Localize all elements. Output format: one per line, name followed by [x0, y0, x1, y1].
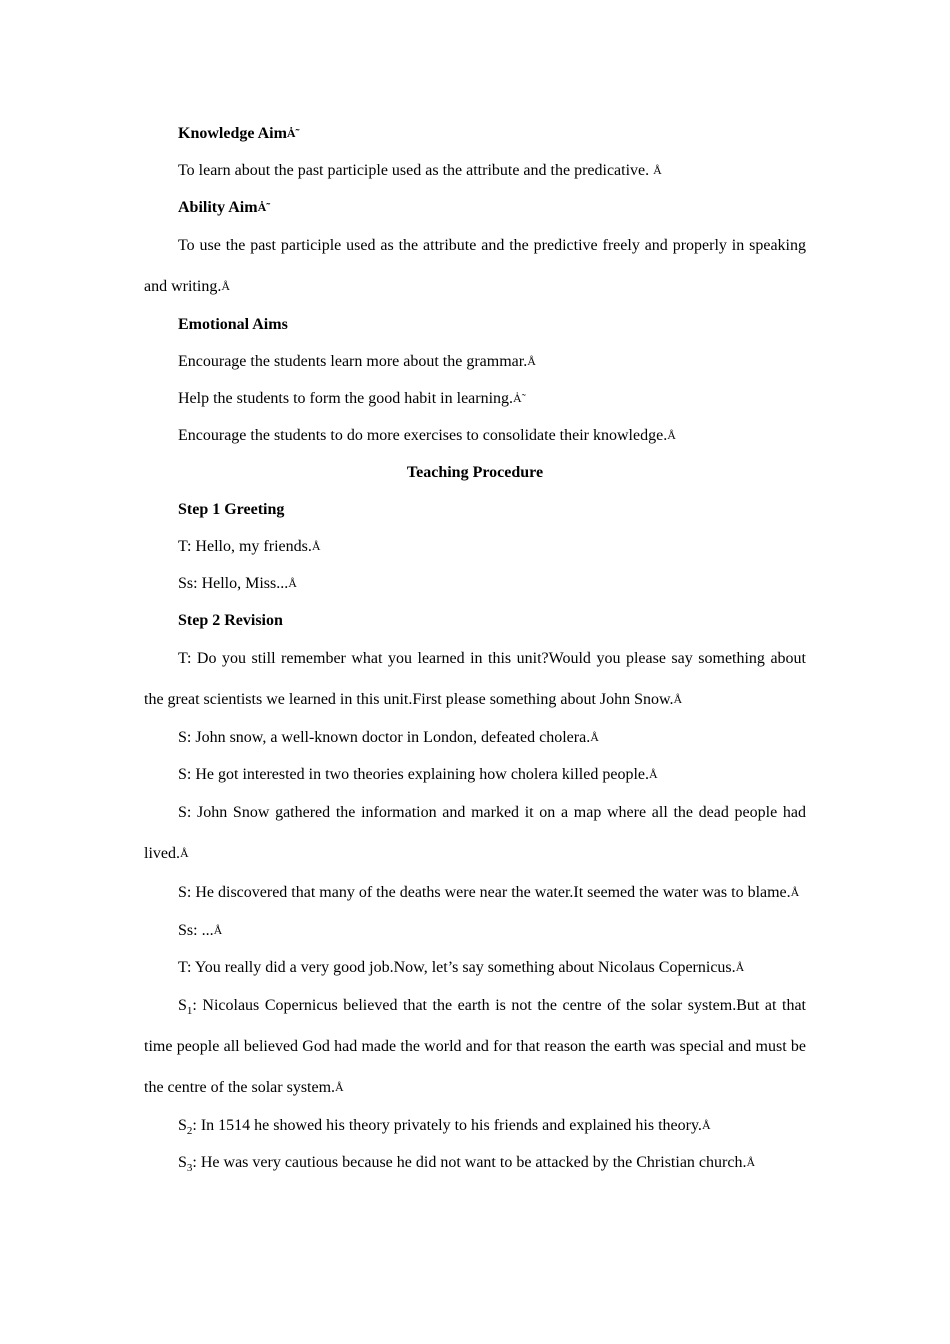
dialogue-line: Ss: ...Å [178, 922, 223, 939]
emotional-aims-heading: Emotional Aims [178, 316, 288, 333]
dialogue-line: S: John Snow gathered the information and marked it on a map where all the dead people had lived.Å [144, 804, 806, 862]
dialogue-line: $S_3$: He was very cautious because he did not want to be attacked by the Christian church.Å [178, 1154, 756, 1175]
emotional-aim-item: Encourage the students to do more exercises to consolidate their knowledge.Å [178, 427, 676, 444]
dialogue-line: S: He got interested in two theories explaining how cholera killed people.Å [178, 766, 658, 783]
dialogue-line: T: Do you still remember what you learned in this unit?Would you please say something about the great scientists we learned in this unit.First please something about John Snow.Å [144, 650, 806, 708]
ability-aim-text: To use the past participle used as the attribute and the predictive freely and properly in speaking and writing.Å [144, 237, 806, 295]
step2-heading: Step 2 Revision [178, 612, 283, 629]
emotional-aim-item: Encourage the students learn more about the grammar.Å [178, 353, 536, 370]
teaching-procedure-title: Teaching Procedure [406, 464, 544, 481]
dialogue-line: Ss: Hello, Miss...Å [178, 575, 297, 592]
dialogue-line: $S_1$: Nicolaus Copernicus believed that the earth is not the centre of the solar system.But at that time people all believed God had made the world and for that reason the earth was special and must be the centre of the solar system.Å [144, 997, 806, 1096]
knowledge-aim-heading: Knowledge AimȦ̃ [178, 125, 296, 142]
knowledge-aim-text: To learn about the past participle used as the attribute and the predicative. Å [178, 162, 662, 179]
dialogue-line: S: John snow, a well-known doctor in London, defeated cholera.Å [178, 729, 599, 746]
dialogue-line: $S_2$: In 1514 he showed his theory privately to his friends and explained his theory.Å [178, 1117, 711, 1138]
document-page [144, 124, 806, 1190]
dialogue-line: T: You really did a very good job.Now, let’s say something about Nicolaus Copernicus.Å [178, 959, 745, 976]
emotional-aim-item: Help the students to form the good habit in learning.Ȧ̃ [178, 390, 522, 407]
dialogue-line: S: He discovered that many of the deaths were near the water.It seemed the water was to blame.Å [178, 884, 800, 901]
ability-aim-heading: Ability AimȦ̃ [178, 199, 267, 216]
dialogue-line: T: Hello, my friends.Å [178, 538, 321, 555]
paragraph-mark: Ȧ̃ [286, 126, 296, 140]
step1-heading: Step 1 Greeting [178, 501, 285, 518]
